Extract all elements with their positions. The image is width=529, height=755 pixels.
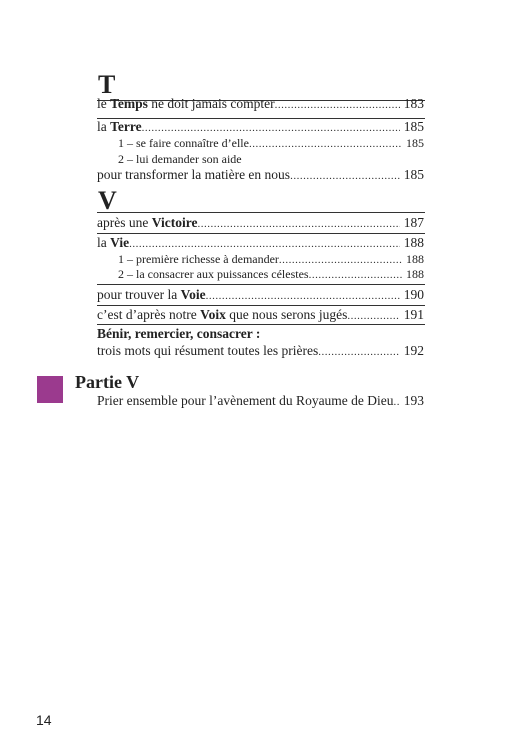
entry-divider — [97, 233, 425, 234]
entry-prefix: après une — [97, 215, 152, 230]
page-ref: 191 — [403, 307, 424, 322]
entry-prefix: pour trouver la — [97, 287, 181, 302]
dot-leader — [275, 97, 400, 113]
page-ref: 188 — [403, 235, 424, 250]
entry-text: 1 – première richesse à demander — [118, 252, 279, 266]
section-letter-v: V — [98, 186, 117, 215]
entry-keyword: Voix — [200, 307, 226, 322]
entry-divider — [97, 305, 425, 306]
toc-entry-benir[interactable] — [97, 343, 424, 360]
toc-subentry-vie-2[interactable] — [118, 266, 424, 283]
dot-leader — [249, 136, 402, 152]
entry-keyword: Vie — [110, 235, 130, 250]
section-v-divider — [97, 212, 425, 213]
page-ref: 193 — [403, 393, 424, 408]
toc-subentry-terre-2[interactable]: 2 – lui demander son aide — [118, 152, 242, 166]
toc-entry-voix[interactable] — [97, 307, 424, 324]
toc-entry-temps[interactable] — [97, 96, 424, 113]
entry-text: trois mots qui résument toutes les prières — [97, 343, 319, 358]
section-letter-t: T — [98, 70, 116, 99]
entry-prefix: le — [97, 96, 111, 111]
entry-text: Prier ensemble pour l’avènement du Royaume de Dieu — [97, 393, 394, 408]
entry-keyword: Victoire — [151, 215, 198, 230]
page-ref: 185 — [406, 136, 424, 150]
page-ref: 185 — [403, 167, 424, 182]
page-ref: 192 — [403, 343, 424, 358]
page-number: 14 — [36, 712, 52, 728]
entry-text: pour transformer la matière en nous — [97, 167, 291, 182]
entry-prefix: la — [97, 235, 111, 250]
entry-keyword: Terre — [110, 119, 142, 134]
dot-leader — [318, 344, 400, 360]
entry-prefix: la — [97, 119, 111, 134]
page-ref: 185 — [403, 119, 424, 134]
page-ref: 188 — [406, 267, 424, 281]
entry-divider — [97, 324, 425, 325]
part-color-marker — [37, 376, 63, 403]
entry-text: 1 – se faire connaître d’elle — [118, 136, 249, 150]
part-title[interactable]: Partie V — [75, 372, 140, 392]
toc-subentry-terre-1[interactable] — [118, 135, 424, 152]
entry-text: 2 – la consacrer aux puissances célestes — [118, 267, 309, 281]
toc-entry-victoire[interactable] — [97, 215, 424, 232]
dot-leader — [197, 216, 399, 232]
dot-leader — [142, 120, 400, 136]
dot-leader — [129, 236, 400, 252]
page-ref: 188 — [406, 252, 424, 266]
dot-leader — [206, 288, 400, 304]
page-ref: 187 — [403, 215, 424, 230]
entry-keyword: Temps — [110, 96, 148, 111]
entry-divider — [97, 284, 425, 285]
toc-entry-part-v[interactable] — [97, 393, 424, 410]
toc-entry-vie[interactable] — [97, 235, 424, 252]
entry-prefix: c’est d’après notre — [97, 307, 201, 322]
dot-leader — [309, 267, 402, 283]
entry-suffix: que nous serons jugés — [225, 307, 348, 322]
toc-entry-terre-continued[interactable] — [97, 167, 424, 184]
dot-leader — [347, 308, 399, 324]
dot-leader — [290, 168, 400, 184]
entry-keyword: Voie — [180, 287, 206, 302]
toc-entry-terre[interactable] — [97, 119, 424, 136]
entry-suffix: ne doit jamais compter — [147, 96, 275, 111]
page-ref: 190 — [403, 287, 424, 302]
toc-entry-benir-title[interactable]: Bénir, remercier, consacrer : — [97, 326, 261, 341]
toc-entry-voie[interactable] — [97, 287, 424, 304]
page-ref: 183 — [403, 96, 424, 111]
